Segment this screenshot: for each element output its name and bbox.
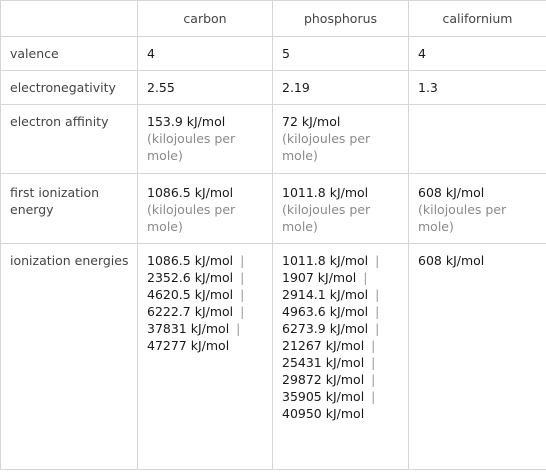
row-header-first-ionization-energy: first ionization energy bbox=[1, 174, 138, 244]
list-separator: | bbox=[240, 287, 245, 302]
energy-value: 2352.6 kJ/mol bbox=[147, 270, 234, 285]
unit-note: (kilojoules per mole) bbox=[282, 131, 371, 163]
energy-value: 40950 kJ/mol bbox=[282, 406, 365, 421]
header-row bbox=[1, 1, 546, 37]
cell-value: 4 bbox=[138, 37, 273, 71]
energy-list-californium bbox=[409, 244, 546, 470]
cell-value: 2.19 bbox=[273, 71, 409, 105]
row-header-valence: valence bbox=[1, 37, 138, 71]
energy-value: 2914.1 kJ/mol bbox=[282, 287, 369, 302]
list-separator: | bbox=[236, 321, 241, 336]
row-header-ionization-energies: ionization energies bbox=[1, 244, 138, 470]
energy-value: 29872 kJ/mol bbox=[282, 372, 365, 387]
cell-with-unit bbox=[273, 174, 409, 244]
energy-value: 35905 kJ/mol bbox=[282, 389, 365, 404]
energy-value: 1907 kJ/mol bbox=[282, 270, 357, 285]
list-separator: | bbox=[240, 270, 245, 285]
list-separator: | bbox=[371, 338, 376, 353]
cell-value: 1.3 bbox=[409, 71, 546, 105]
cell-value: 72 kJ/mol bbox=[282, 114, 341, 129]
energy-value: 25431 kJ/mol bbox=[282, 355, 365, 370]
cell-value: 1086.5 kJ/mol bbox=[147, 185, 234, 200]
list-separator: | bbox=[375, 304, 380, 319]
table-row bbox=[1, 105, 546, 174]
cell-value: 1011.8 kJ/mol bbox=[282, 185, 369, 200]
table-row bbox=[1, 174, 546, 244]
table-row bbox=[1, 244, 546, 470]
list-separator: | bbox=[375, 253, 380, 268]
cell-value: 4 bbox=[409, 37, 546, 71]
list-separator: | bbox=[371, 372, 376, 387]
cell-value: 153.9 kJ/mol bbox=[147, 114, 226, 129]
list-separator: | bbox=[240, 253, 245, 268]
energy-list-carbon bbox=[138, 244, 273, 470]
energy-value: 1011.8 kJ/mol bbox=[282, 253, 369, 268]
list-separator: | bbox=[375, 287, 380, 302]
empty-cell bbox=[409, 105, 546, 174]
cell-with-unit bbox=[273, 105, 409, 174]
cell-with-unit bbox=[138, 174, 273, 244]
energy-value: 4963.6 kJ/mol bbox=[282, 304, 369, 319]
cell-value: 608 kJ/mol bbox=[418, 185, 485, 200]
cell-value: 5 bbox=[273, 37, 409, 71]
list-separator: | bbox=[375, 321, 380, 336]
unit-note: (kilojoules per mole) bbox=[418, 202, 507, 234]
table-row bbox=[1, 71, 546, 105]
energy-value: 4620.5 kJ/mol bbox=[147, 287, 234, 302]
energy-value: 37831 kJ/mol bbox=[147, 321, 230, 336]
row-header-electronegativity: electronegativity bbox=[1, 71, 138, 105]
energy-list-phosphorus bbox=[273, 244, 409, 470]
energy-value: 6273.9 kJ/mol bbox=[282, 321, 369, 336]
energy-value: 608 kJ/mol bbox=[418, 253, 485, 268]
unit-note: (kilojoules per mole) bbox=[282, 202, 371, 234]
column-header-californium: californium bbox=[409, 1, 546, 37]
cell-with-unit bbox=[409, 174, 546, 244]
list-separator: | bbox=[371, 389, 376, 404]
corner-cell bbox=[1, 1, 138, 37]
cell-with-unit bbox=[138, 105, 273, 174]
cell-value: 2.55 bbox=[138, 71, 273, 105]
list-separator: | bbox=[240, 304, 245, 319]
column-header-carbon: carbon bbox=[138, 1, 273, 37]
unit-note: (kilojoules per mole) bbox=[147, 131, 236, 163]
unit-note: (kilojoules per mole) bbox=[147, 202, 236, 234]
list-separator: | bbox=[363, 270, 368, 285]
list-separator: | bbox=[371, 355, 376, 370]
energy-value: 6222.7 kJ/mol bbox=[147, 304, 234, 319]
row-header-electron-affinity: electron affinity bbox=[1, 105, 138, 174]
energy-value: 21267 kJ/mol bbox=[282, 338, 365, 353]
column-header-phosphorus: phosphorus bbox=[273, 1, 409, 37]
table-row bbox=[1, 37, 546, 71]
energy-value: 47277 kJ/mol bbox=[147, 338, 230, 353]
energy-value: 1086.5 kJ/mol bbox=[147, 253, 234, 268]
